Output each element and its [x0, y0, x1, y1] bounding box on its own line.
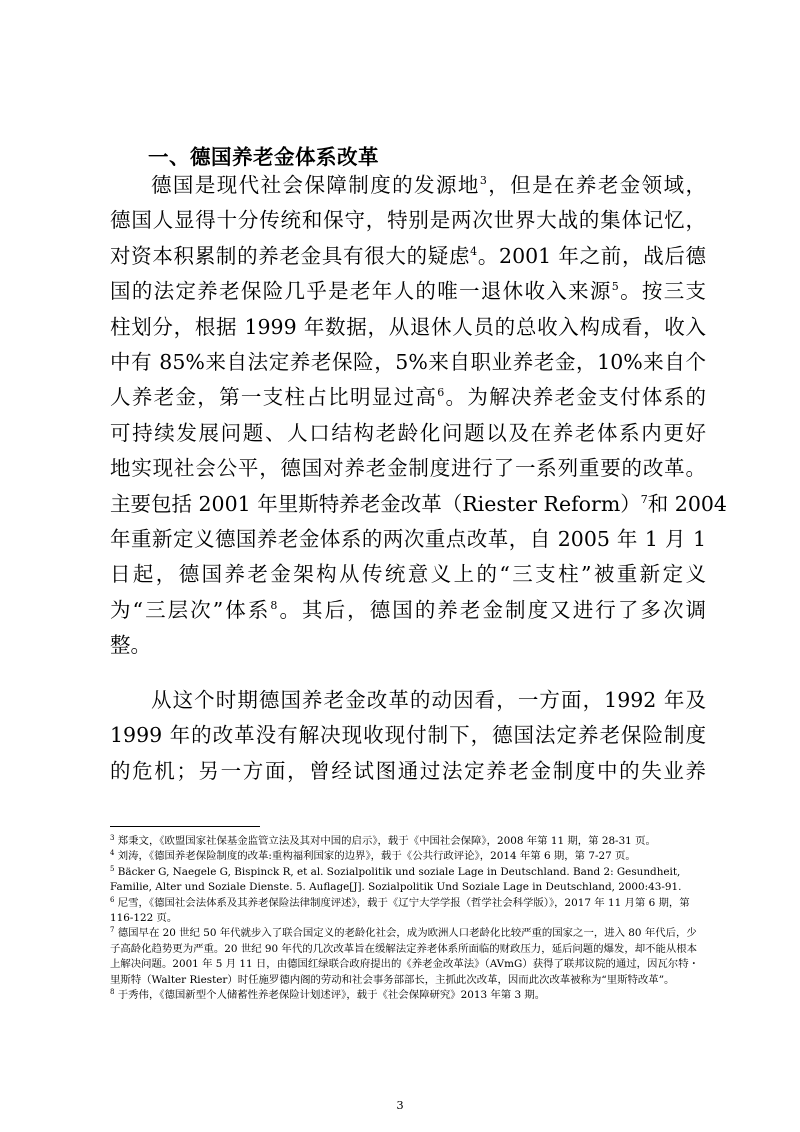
footnote-item — [110, 849, 706, 864]
line-text: 从这个时期德国养老金改革的动因看，一方面，1992 年及 — [151, 688, 706, 712]
footnote-reference[interactable]: 5 — [611, 280, 619, 294]
footnote-reference[interactable]: 3 — [479, 174, 487, 187]
line-text-tail: 。按三支 — [618, 279, 707, 304]
line-text: 年重新定义德国养老金体系的两次重点改革，自 2005 年 1 月 1 — [110, 527, 706, 552]
footnote-number: 3 — [110, 834, 115, 842]
footnote-number: 6 — [110, 895, 115, 904]
line-text: 人养老金，第一支柱占比明显过高 — [110, 385, 438, 410]
text-line — [110, 345, 706, 380]
line-text: 为“三层次”体系 — [110, 597, 271, 622]
footnote-item — [110, 926, 706, 988]
footnotes — [110, 834, 706, 1003]
line-text: 整。 — [110, 633, 151, 658]
line-text: 德国人显得十分传统和保守，特别是两次世界大战的集体记忆， — [110, 208, 706, 233]
page-number: 3 — [396, 1098, 404, 1112]
line-text-tail: 。其后，德国的养老金制度又进行了多次调 — [277, 597, 706, 622]
footnote-text: 德国早在 20 世纪 50 年代就步入了联合国定义的老龄化社会，成为欧洲人口老龄化比较严重的国家之一，进入 80 年代后，少子高龄化趋势更为严重。20 世纪 90 年代的几次改革旨在缓解法定养老体系所面临的财政压力，延后问题的爆发，却不能从根本上解决问题。2001 年 5 月 11 日，由德国红绿联合政府提出的《养老金改革法》（AVmG）获得了联邦议院的通过，因瓦尔特・里斯特（Walter Riester）时任施罗德内阁的劳动和社会事务部部长，主抓此次改革，因而此次改革被称为“里斯特改革”。 — [110, 927, 699, 986]
footnote-number: 4 — [110, 849, 115, 858]
line-text: 的危机；另一方面，曾经试图通过法定养老金制度中的失业养 — [110, 758, 706, 783]
text-line — [110, 487, 727, 522]
text-line — [110, 451, 706, 486]
text-line — [110, 628, 706, 663]
text-line — [110, 754, 706, 789]
footnote-text: 刘涛，《德国养老保险制度的改革:重构福利国家的边界》，载于《公共行政评论》，2014 年第 6 期，第 7-27 页。 — [114, 850, 636, 863]
text-line — [110, 522, 706, 557]
line-text: 日起，德国养老金架构从传统意义上的“三支柱”被重新定义 — [110, 562, 706, 587]
line-text: 可持续发展问题、人口结构老龄化问题以及在养老体系内更好 — [110, 420, 706, 445]
line-text: 对资本积累制的养老金具有很大的疑虑 — [110, 243, 471, 268]
line-text: 主要包括 2001 年里斯特养老金改革（Riester Reform） — [110, 491, 641, 516]
text-line — [110, 168, 706, 203]
footnote-reference[interactable]: 7 — [640, 492, 648, 506]
footnote-number: 7 — [110, 926, 115, 935]
footnote-reference[interactable]: 6 — [437, 386, 445, 400]
line-text: 国的法定养老保险几乎是老年人的唯一退休收入来源 — [110, 279, 612, 304]
body-paragraph-2 — [110, 683, 706, 789]
text-line — [110, 380, 706, 415]
line-text-tail: 。为解决养老金支付体系的 — [444, 385, 707, 410]
line-text: 地实现社会公平，德国对养老金制度进行了一系列重要的改革。 — [110, 456, 706, 481]
footnote-separator — [110, 826, 260, 827]
line-text: 中有 85%来自法定养老保险，5%来自职业养老金，10%来自个 — [110, 350, 706, 375]
text-line — [110, 239, 706, 274]
footnote-reference[interactable]: 8 — [270, 598, 278, 612]
text-line — [110, 310, 706, 345]
text-line — [110, 593, 706, 628]
line-text: 德国是现代社会保障制度的发源地 — [151, 173, 480, 197]
footnote-text: 郑秉文，《欧盟国家社保基金监管立法及其对中国的启示》，载于《中国社会保障》，2008 年第 11 期，第 28-31 页。 — [114, 835, 656, 847]
section-heading: 一、德国养老金体系改革 — [148, 145, 379, 169]
footnote-reference[interactable]: 4 — [470, 244, 478, 258]
line-text-tail: ，但是在养老金领域， — [486, 173, 707, 197]
line-text: 1999 年的改革没有解决现收现付制下，德国法定养老保险制度 — [110, 723, 706, 748]
footnote-text: Bäcker G, Naegele G, Bispinck R, et al. Sozialpolitik und soziale Lage in Deutschland. Band 2: Gesundheit, Familie, Alter und Soziale Dienste. 5. Auflage[J]. Sozialpolitik Und Soziale Lage in Deutschland, 2000:43-91. — [110, 865, 682, 894]
text-line — [110, 557, 706, 592]
text-line — [110, 274, 706, 309]
footnote-number: 5 — [110, 864, 115, 873]
footnote-text: 于秀伟，《德国新型个人储蓄性养老保险计划述评》，载于《社会保障研究》2013 年第 3 期。 — [114, 989, 546, 1002]
footnote-item — [110, 865, 706, 896]
footnote-item — [110, 988, 706, 1003]
text-line — [110, 718, 706, 753]
footnote-number: 8 — [110, 988, 115, 997]
line-text: 柱划分，根据 1999 年数据，从退休人员的总收入构成看，收入 — [110, 314, 706, 339]
text-line — [110, 203, 706, 238]
body-paragraph-1 — [110, 168, 727, 664]
footnote-item — [110, 896, 706, 927]
text-line — [110, 683, 706, 718]
footnote-item — [110, 834, 706, 849]
footnote-text: 尼雪，《德国社会法体系及其养老保险法律制度评述》，载于《辽宁大学学报（哲学社会科学版）》，2017 年 11 月第 6 期，第 116-122 页。 — [110, 896, 690, 925]
line-text-tail: 。2001 年之前，战后德 — [477, 243, 707, 268]
line-text-tail: 和 2004 — [647, 491, 727, 516]
text-line — [110, 416, 706, 451]
